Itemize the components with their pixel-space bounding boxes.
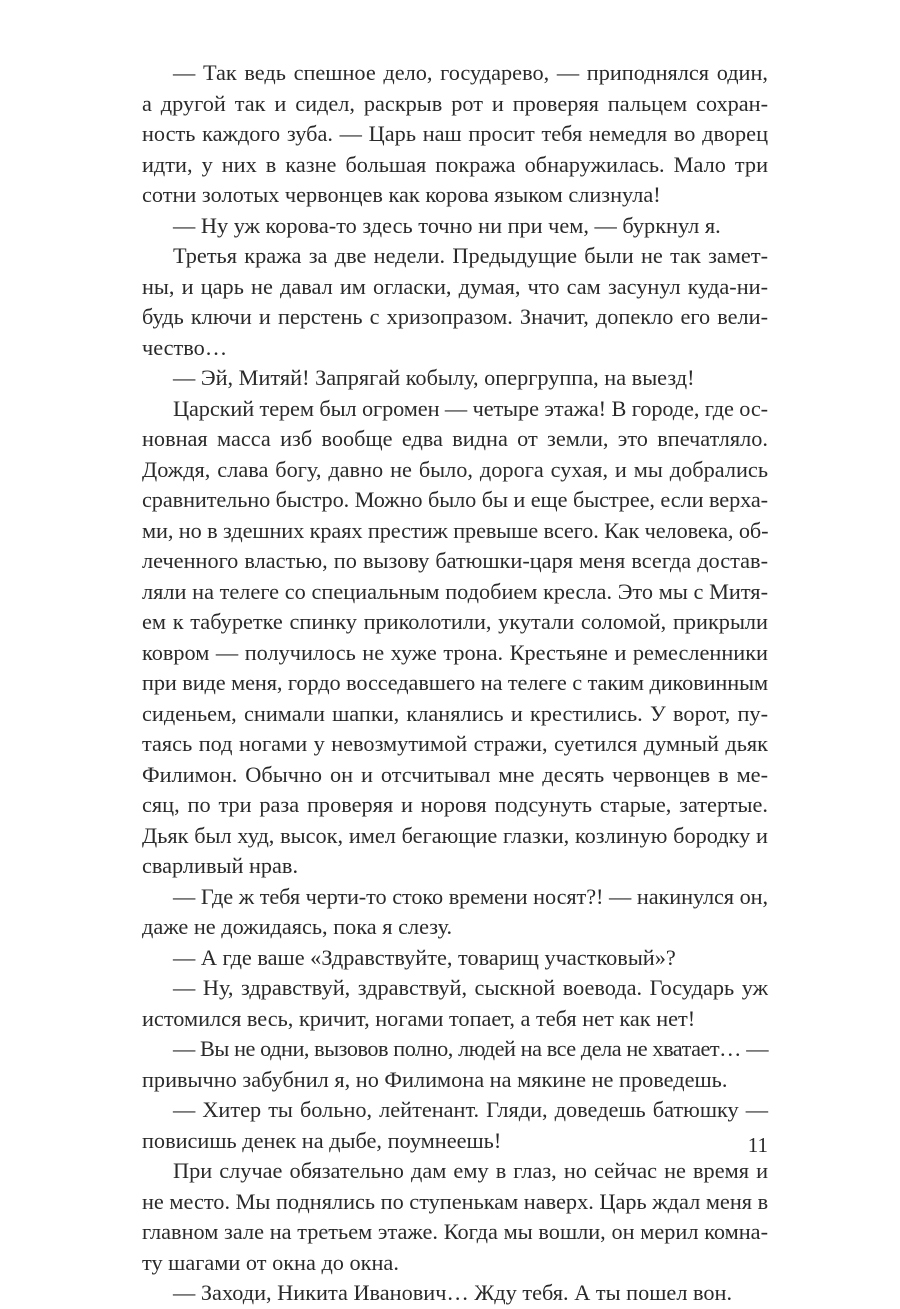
text-line: Филимон. Обычно он и отсчитывал мне десять червонцев в ме- — [142, 761, 768, 787]
page-body-text — [142, 58, 768, 1309]
text-line: — Ну уж корова-то здесь точно ни при чем, — буркнул я. — [173, 212, 721, 238]
text-line: — Вы не одни, вызовов полно, людей на все дела не хватает… — — [173, 1036, 768, 1061]
text-line: чество… — [142, 334, 228, 360]
text-line: ляли на телеге со специальным подобием кресла. Это мы с Митя- — [142, 578, 768, 604]
text-line: таясь под ногами у невозмутимой стражи, суетился думный дьяк — [142, 731, 768, 756]
text-line: — Хитер ты больно, лейтенант. Гляди, доведешь батюшку — — [173, 1097, 768, 1122]
text-line: даже не дожидаясь, пока я слезу. — [142, 914, 453, 939]
text-line: ность каждого зуба. — Царь наш просит тебя немедля во дворец — [142, 121, 768, 146]
paragraph — [142, 211, 768, 242]
paragraph — [142, 1156, 768, 1278]
text-line: Дождя, слава богу, давно не было, дорога сухая, и мы добрались — [142, 456, 768, 482]
text-line: не место. Мы поднялись по ступенькам наверх. Царь ждал меня в — [142, 1188, 769, 1214]
paragraph — [142, 1095, 768, 1156]
paragraph — [142, 58, 768, 211]
text-line: — Где ж тебя черти-то стоко времени носят?! — накинулся он, — [173, 883, 768, 909]
text-line: при виде меня, гордо восседавшего на телеге с таким диковинным — [142, 670, 768, 695]
text-line: идти, у них в казне большая покража обнаружилась. Мало три — [142, 151, 768, 177]
text-line: истомился весь, кричит, ногами топает, а тебя нет как нет! — [142, 1005, 696, 1031]
text-line: сиденьем, снимали шапки, кланялись и крестились. У ворот, пу- — [142, 700, 768, 726]
text-line: — Заходи, Никита Иванович… Жду тебя. А ты пошел вон. — [173, 1280, 733, 1305]
text-line: ны, и царь не давал им огласки, думая, что сам засунул куда-ни- — [142, 273, 768, 299]
text-line: леченного властью, по вызову батюшки-царя меня всегда достав- — [142, 548, 768, 573]
text-line: Дьяк был худ, высок, имел бегающие глазки, козлиную бородку и — [142, 822, 768, 848]
text-line: сварливый нрав. — [142, 853, 299, 878]
paragraph — [142, 241, 768, 363]
text-line: новная масса изб вообще едва видна от земли, это впечатляло. — [142, 426, 768, 451]
paragraph — [142, 882, 768, 943]
paragraph — [142, 1034, 768, 1095]
text-line: Третья кража за две недели. Предыдущие были не так замет- — [173, 243, 768, 268]
text-line: — Ну, здравствуй, здравствуй, сыскной воевода. Государь уж — [173, 975, 768, 1000]
text-line: — А где ваше «Здравствуйте, товарищ участковый»? — [173, 944, 676, 970]
text-line: главном зале на третьем этаже. Когда мы вошли, он мерил комна- — [142, 1219, 768, 1244]
paragraph — [142, 394, 768, 882]
text-line: При случае обязательно дам ему в глаз, но сейчас не время и — [173, 1158, 768, 1183]
text-line: привычно забубнил я, но Филимона на мякине не проведешь. — [142, 1066, 728, 1092]
page-number: 11 — [747, 1133, 768, 1157]
text-line: а другой так и сидел, раскрыв рот и проверяя пальцем сохран- — [142, 90, 768, 116]
text-line: сяц, по три раза проверяя и норовя подсунуть старые, затертые. — [142, 792, 768, 817]
text-line: сравнительно быстро. Можно было бы и еще быстрее, если верха- — [142, 487, 768, 512]
text-line: Царский терем был огромен — четыре этажа! В городе, где ос- — [173, 395, 768, 421]
text-line: сотни золотых червонцев как корова языком слизнула! — [142, 182, 661, 207]
text-line: — Так ведь спешное дело, государево, — приподнялся один, — [173, 60, 768, 85]
paragraph — [142, 973, 768, 1034]
text-line: ковром — получилось не хуже трона. Крестьяне и ремесленники — [142, 639, 768, 665]
paragraph — [142, 943, 768, 974]
text-line: ем к табуретке спинку приколотили, укутали соломой, прикрыли — [142, 609, 768, 634]
paragraph — [142, 1278, 768, 1309]
text-line: ту шагами от окна до окна. — [142, 1249, 399, 1275]
text-line: — Эй, Митяй! Запрягай кобылу, опергруппа, на выезд! — [173, 365, 695, 390]
paragraph — [142, 363, 768, 394]
text-line: будь ключи и перстень с хризопразом. Значит, допекло его вели- — [142, 304, 768, 329]
text-line: повисишь денек на дыбе, поумнеешь! — [142, 1127, 502, 1153]
text-line: ми, но в здешних краях престиж превыше всего. Как человека, об- — [142, 517, 769, 543]
